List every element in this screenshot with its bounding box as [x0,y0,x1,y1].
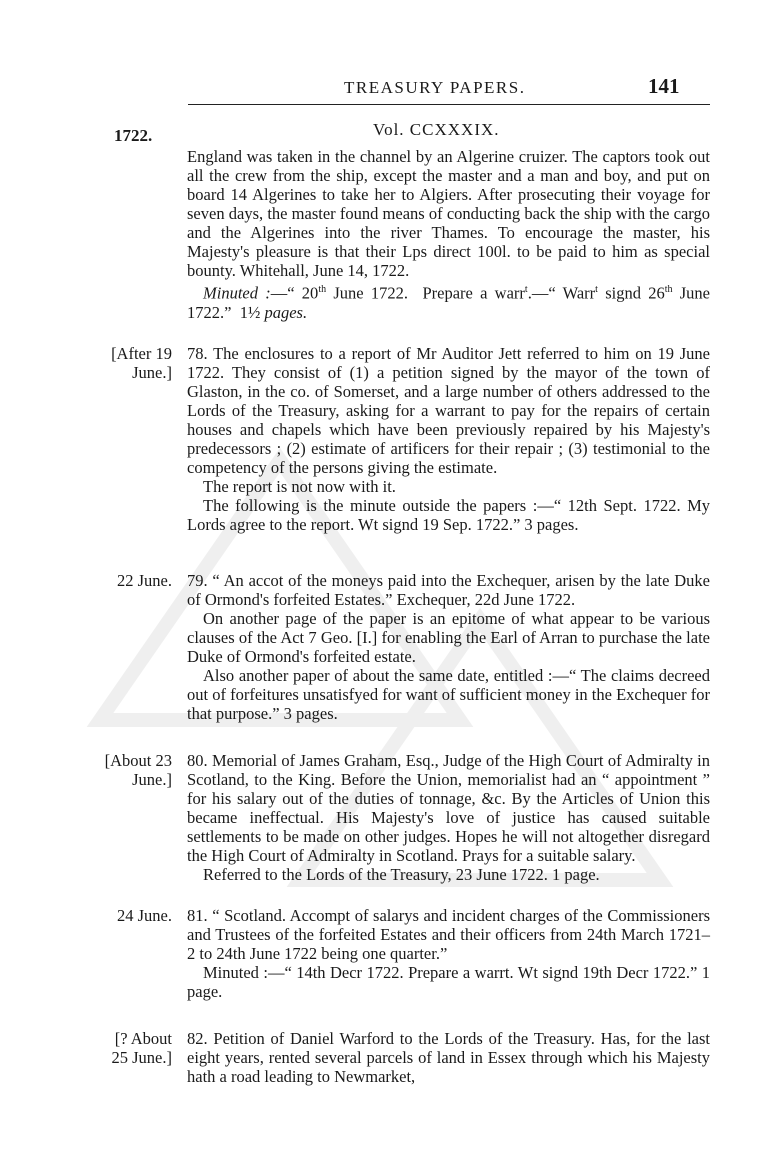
entry-78 [187,344,710,534]
paragraph: England was taken in the channel by an Algerine cruizer. The captors took out all the crew from the ship, except the master and a man and boy, and put on board 14 Algerines to take her to Algiers. After prosecuting their voyage for seven days, the master found means of conducting back the ship with the cargo and the Algerines into the river Thames. To encourage the master, his Majesty's pleasure is that their Lps direct 100l. to be paid to him as special bounty. Whitehall, June 14, 1722. [187,147,710,280]
paragraph: 79. “ An accot of the moneys paid into the Exchequer, arisen by the late Duke of Ormond's forfeited Estates.” Exchequer, 22d June 1722. [187,571,710,609]
paragraph: Also another paper of about the same date, entitled :—“ The claims decreed out of forfeitures unsatisfyed for want of sufficient money in the Exchequer for that purpose.” 3 pages. [187,666,710,723]
header-rule [188,104,710,105]
paragraph: Minuted :—“ 14th Decr 1722. Prepare a warrt. Wt signd 19th Decr 1722.” 1 page. [187,963,710,1001]
entry-79 [187,571,710,723]
entry-continuation [187,147,710,322]
paragraph: On another page of the paper is an epitome of what appear to be various clauses of the Act 7 Geo. [I.] for enabling the Earl of Arran to purchase the late Duke of Ormond's forfeited estate. [187,609,710,666]
entry-81-date: 24 June. [117,906,172,925]
minute-paragraph: Minuted :—“ 20th June 1722. Prepare a warr$^t$.—“ Warr$^t$ signd 26th June 1722.” 1½ pages. [187,283,710,322]
entry-80-date: [About 23 June.] [104,751,172,789]
entry-79-date: 22 June. [117,571,172,590]
paragraph: 81. “ Scotland. Accompt of salarys and incident charges of the Commissioners and Trustees of the forfeited Estates and their officers from 24th March 1721–2 to 24th June 1722 being one quarter.” [187,906,710,963]
paragraph: 78. The enclosures to a report of Mr Auditor Jett referred to him on 19 June 1722. They consist of (1) a petition signed by the mayor of the town of Glaston, in the co. of Somerset, and a large number of others addressed to the Lords of the Treasury, asking for a warrant to pay for the repairs of certain houses and chapels which have been previously repaired by his Majesty's predecessors ; (2) estimate of artificers for their repair ; (3) testimonial to the competency of the persons giving the estimate. [187,344,710,477]
entry-81 [187,906,710,1001]
paragraph: The report is not now with it. [203,477,396,496]
paragraph: 82. Petition of Daniel Warford to the Lords of the Treasury. Has, for the last eight years, rented several parcels of land in Essex through which his Majesty hath a road leading to Newmarket, [187,1029,710,1086]
paragraph: Referred to the Lords of the Treasury, 23 June 1722. 1 page. [203,865,600,884]
volume-year: 1722. [114,126,153,145]
minute-text: —“ 20 [270,283,319,303]
entry-82-date: [? About 25 June.] [111,1029,172,1067]
entry-82 [187,1029,710,1086]
running-title: TREASURY PAPERS. [344,78,526,97]
minuted-label: Minuted : [203,283,271,303]
paragraph: 80. Memorial of James Graham, Esq., Judge of the High Court of Admiralty in Scotland, to the King. Before the Union, memorialist had an “ appointment ” for his salary out of the duties of tonnage, &c. By the Articles of Union this became ineffectual. His Majesty's love of justice has caused suitable settlements to be made on other judges. Hopes he will not altogether disregard the High Court of Admiralty in Scotland. Prays for a suitable salary. [187,751,710,865]
page-header [0,68,768,98]
page-number: 141 [648,74,680,98]
paragraph: The following is the minute outside the papers :—“ 12th Sept. 1722. My Lords agree to the report. Wt signd 19 Sep. 1722.” 3 pages. [187,496,710,534]
entry-78-date: [After 19 June.] [111,344,172,382]
volume-label: Vol. CCXXXIX. [373,120,500,139]
entry-80 [187,751,710,884]
